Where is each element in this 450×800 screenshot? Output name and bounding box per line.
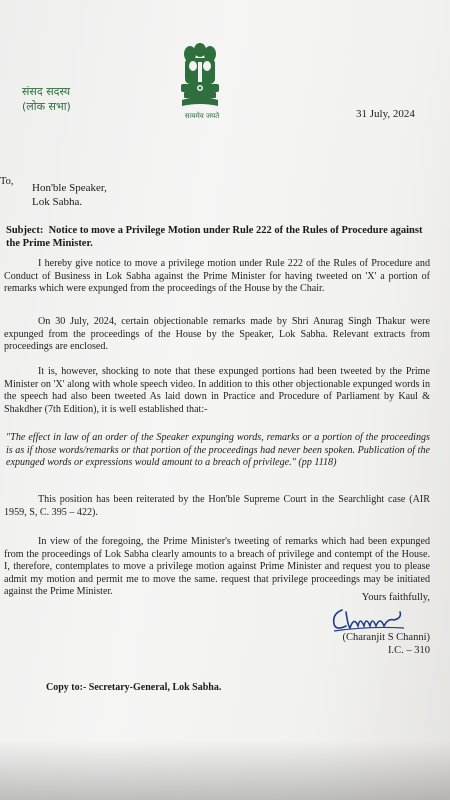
addressee-line2: Lok Sabha. xyxy=(32,196,83,208)
member-title-line2: (लोक सभा) xyxy=(22,100,71,113)
closing-salutation: Yours faithfully, xyxy=(361,592,430,603)
page-shadow xyxy=(0,740,450,800)
paragraph-supreme-court: This position has been reiterated by the Hon'ble Supreme Court in the Searchlight case (AIR 1959, S, C. 395 – 422). xyxy=(4,494,430,518)
copy-to: Copy to:- Secretary-General, Lok Sabha. xyxy=(46,682,222,693)
paragraph-notice: I hereby give notice to move a privilege motion under Rule 222 of the Rules of Procedure and Conduct of Business in Lok Sabha against the Prime Minister for having tweeted on 'X' a portion of remarks which were expunged from the proceedings of the House by the Chair. xyxy=(4,258,430,295)
subject-label: Subject: xyxy=(6,225,44,236)
emblem-motto: सत्यमेव जयते xyxy=(184,112,220,120)
member-title-line1: संसद सदस्य xyxy=(22,85,71,98)
paragraph-expunged: On 30 July, 2024, certain objectionable remarks made by Shri Anurag Singh Thakur were expunged from the proceedings of the House by the Speaker, Lok Sabha. Relevant extracts from proceedings are enclosed. xyxy=(4,316,430,353)
member-title xyxy=(22,84,71,114)
letter-date: 31 July, 2024 xyxy=(356,108,415,120)
to-label: To, xyxy=(0,176,14,187)
subject-line xyxy=(6,224,431,250)
signature xyxy=(328,604,408,634)
subject-text: Notice to move a Privilege Motion under Rule 222 of the Rules of Procedure against the Prime Minister. xyxy=(6,225,423,249)
signatory-id: I.C. – 310 xyxy=(388,645,430,656)
signatory-name: (Charanjit S Channi) xyxy=(342,632,430,643)
addressee xyxy=(32,181,107,209)
quoted-passage: "The effect in law of an order of the Speaker expunging words, remarks or a portion of the proceedings is as if those words/remarks or that portion of the proceedings had never been spoken. Publication of the expunged words or expressions would amount to a breach of privilege." (pp 1118) xyxy=(6,432,430,469)
addressee-line1: Hon'ble Speaker, xyxy=(32,182,107,194)
paragraph-request: In view of the foregoing, the Prime Minister's tweeting of remarks which had been expunged from the proceedings of Lok Sabha clearly amounts to a breach of privilege and contempt of the House. I, therefore, contemplates to move a privilege motion against Prime Minister and request you to please admit my motion and permit me to move the same. request that privilege proceedings may be initiated against the Prime Minister. xyxy=(4,536,430,598)
paragraph-tweeted: It is, however, shocking to note that these expunged portions had been tweeted by the Prime Minister on 'X' along with whole speech video. In addition to this other objectionable expunged words in the speech had also been tweeted As laid down in Practice and Procedure of Parliament by Kaul & Shakdher (7th Edition), it is well established that:- xyxy=(4,366,430,415)
national-emblem-icon xyxy=(176,40,224,114)
